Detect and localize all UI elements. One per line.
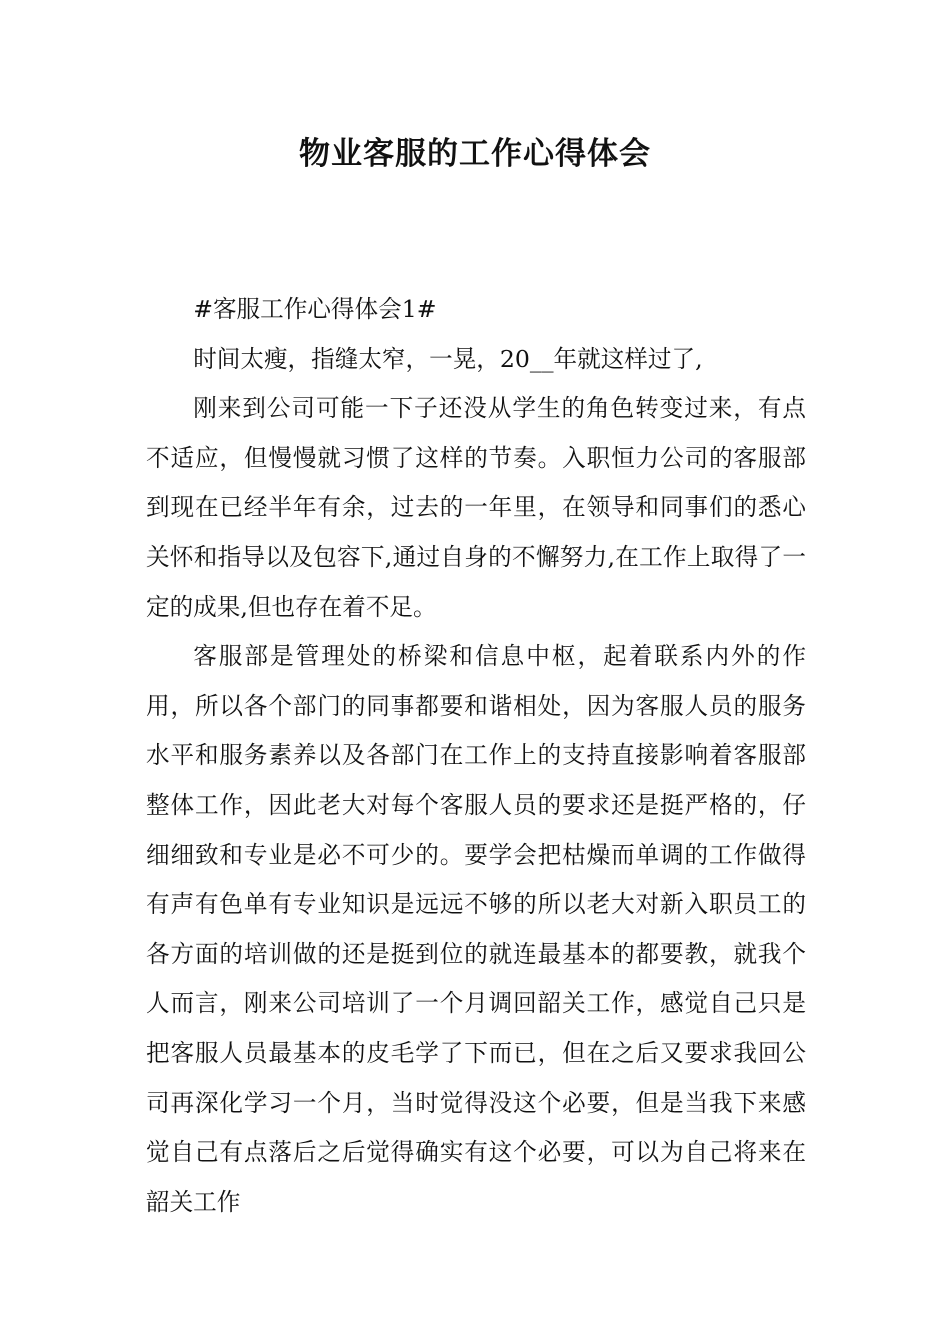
document-title: 物业客服的工作心得体会	[299, 136, 651, 172]
paragraph-3: 客服部是管理处的桥梁和信息中枢，起着联系内外的作用，所以各个部门的同事都要和谐相处，因为客服人员的服务水平和服务素养以及各部门在工作上的支持直接影响着客服部整体工作，因此老大对每个客服人员的要求还是挺严格的，仔细细致和专业是必不可少的。要学会把枯燥而单调的工作做得有声有色单有专业知识是远远不够的所以老大对新入职员工的各方面的培训做的还是挺到位的就连最基本的都要教，就我个人而言，刚来公司培训了一个月调回韶关工作，感觉自己只是把客服人员最基本的皮毛学了下而已，但在之后又要求我回公司再深化学习一个月，当时觉得没这个必要，但是当我下来感觉自己有点落后之后觉得确实有这个必要，可以为自己将来在韶关工作	[146, 642, 806, 1216]
paragraph-1: 时间太瘦，指缝太窄，一晃，20__年就这样过了,	[193, 344, 703, 373]
paragraph-2: 刚来到公司可能一下子还没从学生的角色转变过来，有点不适应，但慢慢就习惯了这样的节奏。入职恒力公司的客服部到现在已经半年有余，过去的一年里，在领导和同事们的悉心关怀和指导以及包容下,通过自身的不懈努力,在工作上取得了一定的成果,但也存在着不足。	[146, 394, 806, 621]
document-body	[146, 285, 806, 1227]
paragraph-section-heading: #客服工作心得体会1#	[193, 295, 437, 323]
